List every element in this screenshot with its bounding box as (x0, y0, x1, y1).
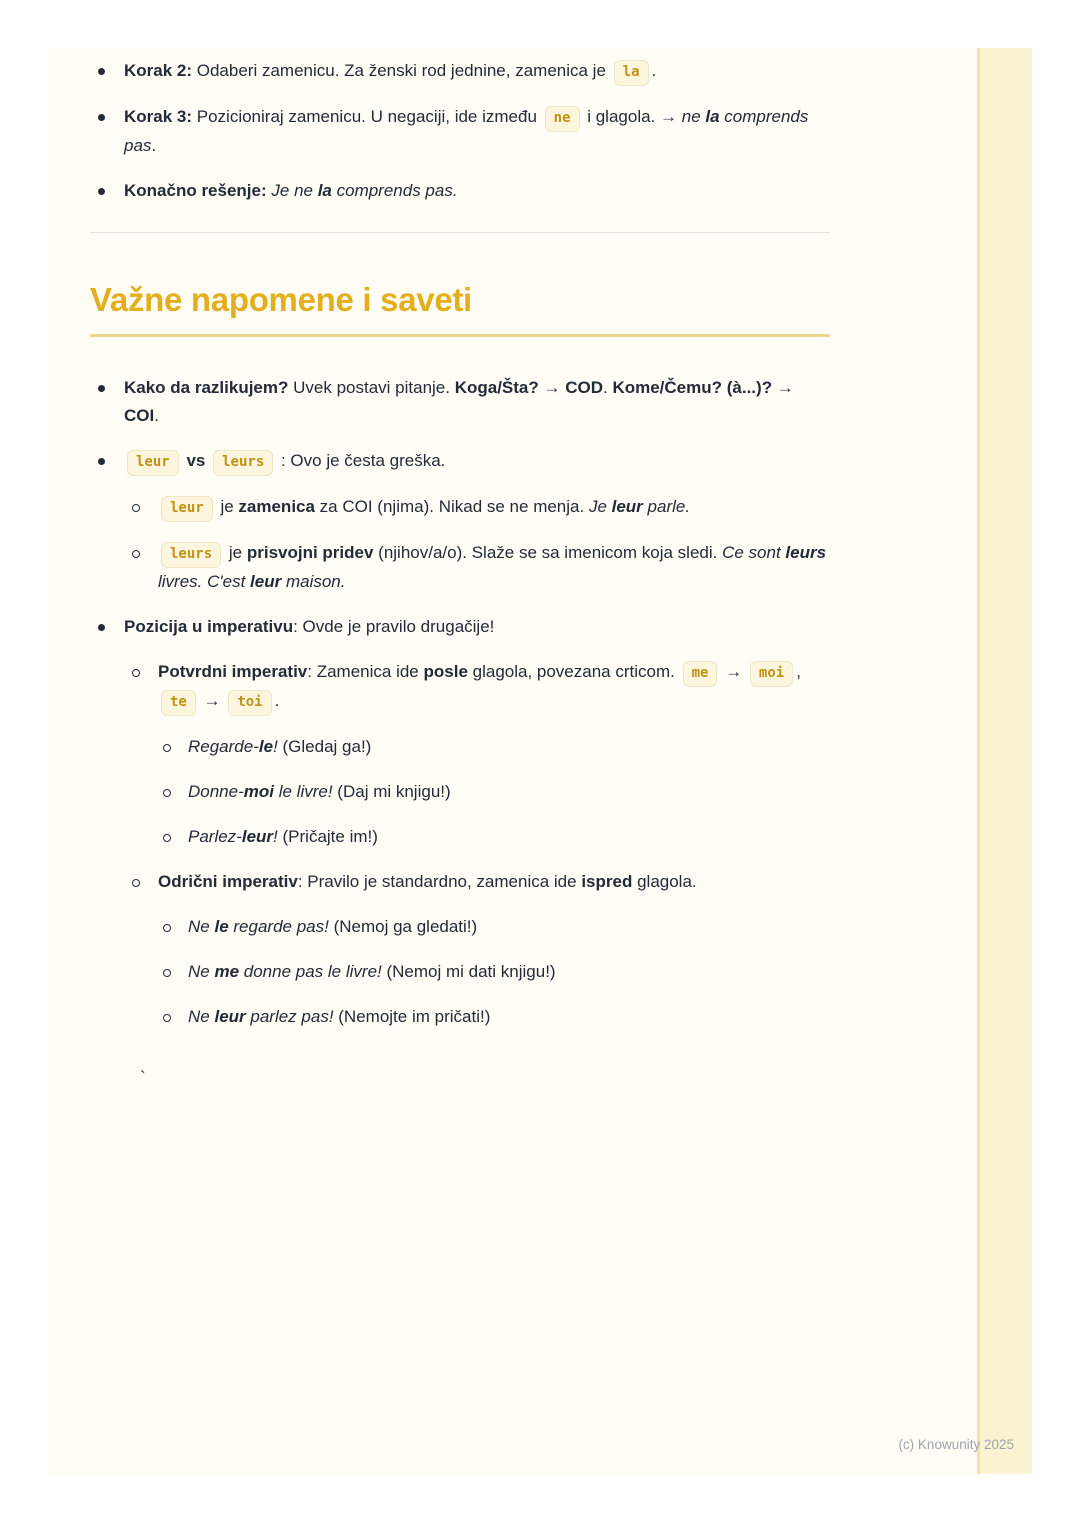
text-segment: parlez pas! (245, 1007, 334, 1026)
code-chip: leurs (161, 542, 221, 568)
text-segment: za COI (njima). Nikad se ne menja. (314, 497, 589, 516)
text-segment: Odrični imperativ (158, 872, 298, 891)
text-segment: Odaberi zamenicu. Za ženski rod jednine, zamenica je (192, 61, 611, 80)
bullet-disc-icon (98, 68, 105, 75)
text-segment: (Gledaj ga!) (277, 737, 372, 756)
list-item (158, 913, 830, 941)
list-item (158, 823, 830, 851)
text-segment: , (796, 662, 801, 681)
text-segment: la (317, 181, 332, 200)
code-chip: ne (545, 106, 580, 132)
text-segment: je (215, 497, 239, 516)
list-item (124, 868, 830, 896)
code-chip: leur (161, 496, 213, 522)
list-item (158, 1003, 830, 1031)
text-segment: Ce sont (722, 543, 786, 562)
code-chip: toi (228, 690, 271, 716)
bullet-disc-icon (98, 624, 105, 631)
bullet-disc-icon (98, 458, 105, 465)
section-divider (90, 232, 830, 233)
text-segment: Koga/Šta? → COD (454, 378, 603, 397)
text-segment: leur (241, 827, 274, 846)
text-segment: le (214, 917, 229, 936)
right-accent-band (977, 48, 1032, 1474)
code-chip: leur (127, 450, 179, 476)
list-item (124, 539, 830, 596)
list-item (90, 103, 830, 160)
text-segment: ispred (581, 872, 633, 891)
text-segment: regarde pas! (228, 917, 329, 936)
text-segment: Uvek postavi pitanje. (288, 378, 455, 397)
text-segment: leurs (785, 543, 827, 562)
text-segment: Kako da razlikujem? (124, 378, 289, 397)
bullet-circle-icon (163, 924, 171, 932)
text-segment: donne pas le livre! (239, 962, 382, 981)
text-segment: ! (273, 827, 278, 846)
text-segment: (njihov/a/o). Slaže se sa imenicom koja sledi. (373, 543, 723, 562)
text-segment: parle. (642, 497, 691, 516)
bullet-circle-icon (132, 879, 140, 887)
text-segment: comprends pas. (331, 181, 458, 200)
text-segment: . (603, 378, 613, 397)
text-segment: Potvrdni imperativ (158, 662, 308, 681)
bullet-circle-icon (163, 789, 171, 797)
code-chip: leurs (213, 450, 273, 476)
list-item (124, 493, 830, 522)
text-segment: prisvojni pridev (246, 543, 374, 562)
code-chip: la (614, 60, 649, 86)
bullet-disc-icon (98, 114, 105, 121)
list-item (90, 57, 830, 86)
bullet-circle-icon (132, 669, 140, 677)
list-item (158, 958, 830, 986)
text-segment: glagola. (632, 872, 697, 891)
text-segment: Je (588, 497, 612, 516)
text-segment: leur (250, 572, 282, 591)
list-item (90, 613, 830, 641)
text-segment: Pozicioniraj zamenicu. U negaciji, ide između (192, 107, 542, 126)
text-segment: Kome/Čemu? (à...)? → COI (124, 378, 794, 425)
list-item (158, 733, 830, 761)
code-chip: me (683, 661, 718, 687)
text-segment: Donne- (188, 782, 244, 801)
notes-list (90, 365, 830, 1031)
text-segment: . (151, 136, 157, 155)
notes-card (48, 48, 1032, 1474)
text-segment: la (705, 107, 720, 126)
text-segment: moi (243, 782, 274, 801)
text-segment: Ne (188, 962, 215, 981)
bullet-circle-icon (163, 969, 171, 977)
text-segment: → (720, 662, 747, 681)
code-chip: moi (750, 661, 793, 687)
bullet-disc-icon (98, 188, 105, 195)
bullet-circle-icon (163, 1014, 171, 1022)
text-segment: (Nemojte im pričati!) (333, 1007, 491, 1026)
text-segment: Ne (188, 917, 215, 936)
bullet-circle-icon (163, 744, 171, 752)
text-segment: Korak 2: (124, 61, 193, 80)
text-segment: comprends pas (124, 107, 809, 155)
text-segment: zamenica (238, 497, 315, 516)
text-segment: Parlez- (188, 827, 242, 846)
text-segment: Regarde- (188, 737, 259, 756)
text-segment: posle (423, 662, 468, 681)
text-segment: (Daj mi knjigu!) (332, 782, 451, 801)
text-segment: . (274, 691, 280, 710)
notes-content (90, 48, 830, 1048)
text-segment: leur (611, 497, 643, 516)
text-segment: → (198, 691, 226, 710)
steps-list (90, 48, 830, 205)
text-segment: le livre! (274, 782, 333, 801)
bullet-circle-icon (163, 834, 171, 842)
text-segment: vs (186, 451, 206, 470)
text-segment: : Zamenica ide (307, 662, 424, 681)
text-segment: (Nemoj mi dati knjigu!) (381, 962, 556, 981)
text-segment: Ne (188, 1007, 215, 1026)
list-item (90, 374, 830, 430)
text-segment: ne (681, 107, 706, 126)
list-item (90, 447, 830, 476)
bullet-circle-icon (132, 504, 140, 512)
text-segment: je (224, 543, 247, 562)
text-segment: Je ne (271, 181, 318, 200)
bullet-circle-icon (132, 550, 140, 558)
copyright-notice: (c) Knowunity 2025 (898, 1437, 1014, 1452)
text-segment: leur (214, 1007, 246, 1026)
text-segment (205, 451, 210, 470)
text-segment: le (258, 737, 274, 756)
text-segment: ! (273, 737, 278, 756)
text-segment: i glagola. → (582, 107, 682, 126)
text-segment: : Ovde je pravilo drugačije! (293, 617, 495, 636)
text-segment: . (154, 406, 159, 425)
text-segment: Pozicija u imperativu (124, 617, 294, 636)
list-item (158, 778, 830, 806)
text-segment: . (651, 61, 657, 80)
text-segment: maison. (281, 572, 346, 591)
code-chip: te (161, 690, 196, 716)
text-segment: : Ovo je česta greška. (276, 451, 446, 470)
text-segment: : Pravilo je standardno, zamenica ide (297, 872, 582, 891)
text-segment: me (214, 962, 240, 981)
text-segment: glagola, povezana crticom. (467, 662, 680, 681)
text-segment: (Nemoj ga gledati!) (328, 917, 478, 936)
stray-backtick-character: ` (140, 1068, 146, 1087)
text-segment: Korak 3: (124, 107, 193, 126)
bullet-disc-icon (98, 385, 105, 392)
list-item (90, 177, 830, 205)
text-segment: (Pričajte im!) (277, 827, 378, 846)
text-segment: livres. C'est (158, 572, 251, 591)
text-segment: Konačno rešenje: (124, 181, 267, 200)
list-item (124, 658, 830, 716)
section-title: Važne napomene i saveti (90, 281, 830, 337)
